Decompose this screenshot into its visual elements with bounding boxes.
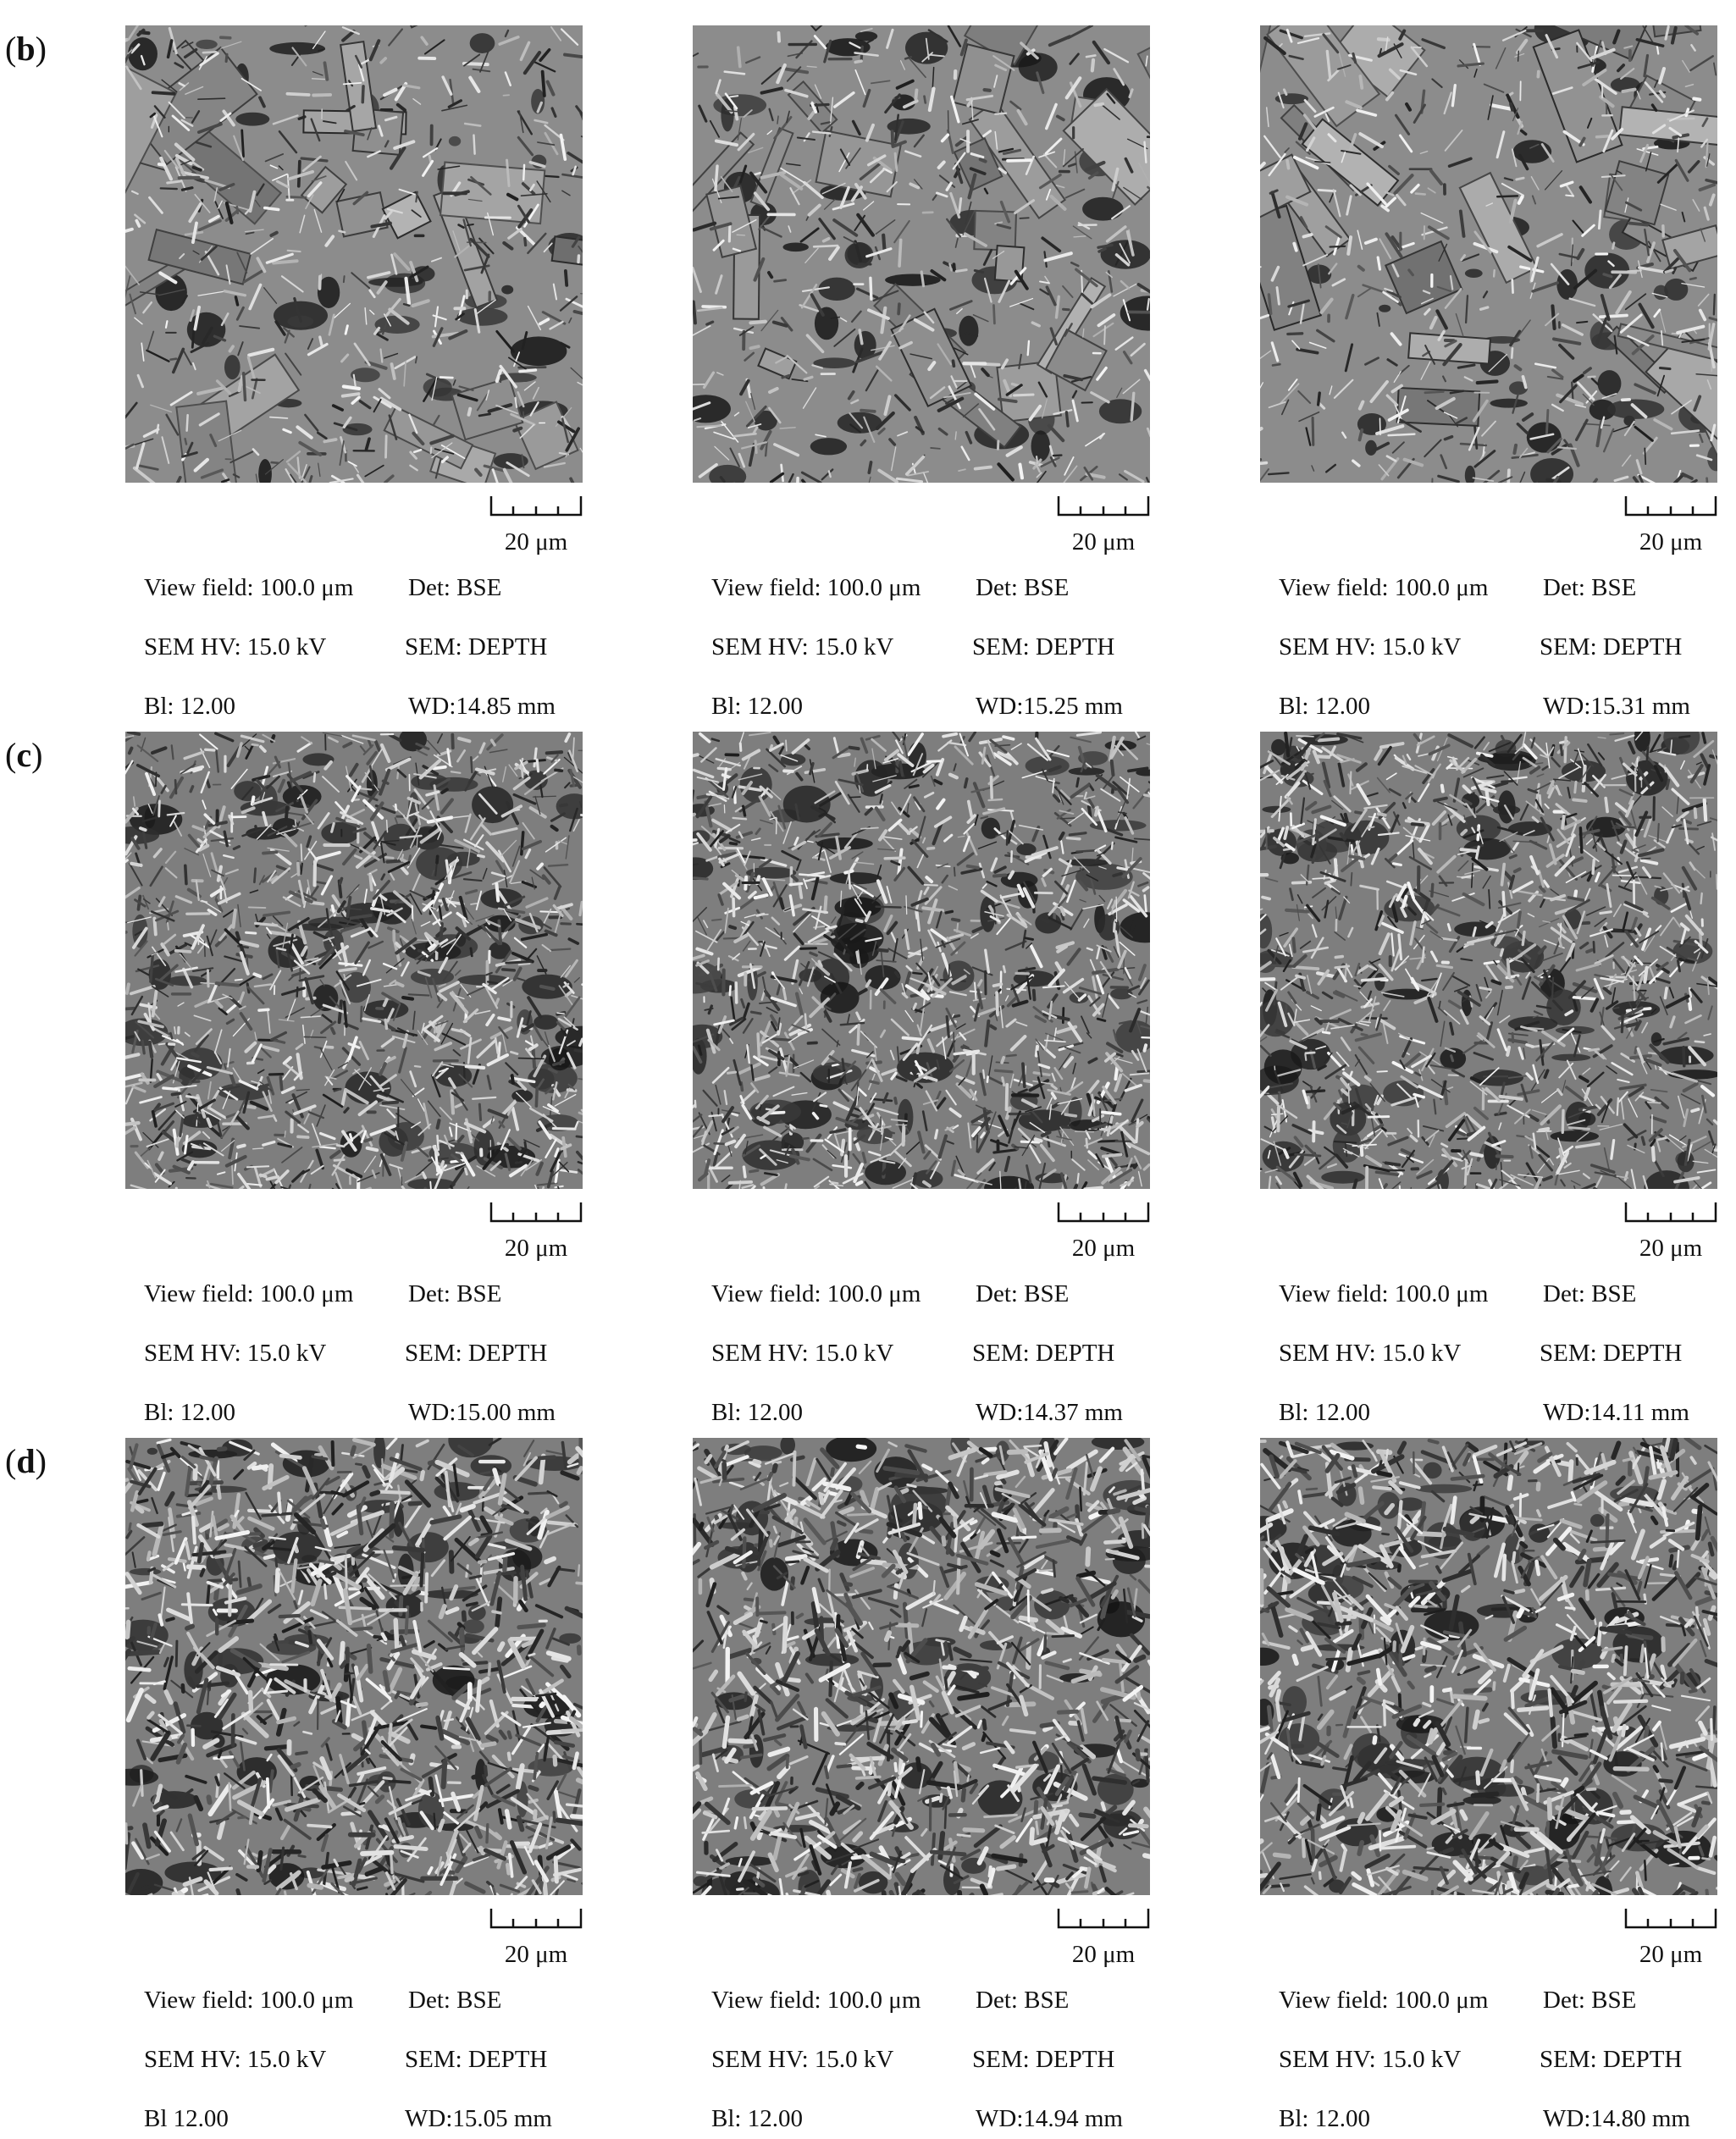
scale-label: 20 μm [1071, 1235, 1136, 1262]
bi-text: Bl: 12.00 [1279, 1399, 1370, 1426]
detector-text: Det: BSE [976, 1987, 1070, 2014]
scale-bar [1057, 493, 1150, 518]
sem-micrograph [693, 732, 1150, 1189]
scale-bar [1624, 1905, 1717, 1931]
view-field-text: View field: 100.0 μm [1279, 1280, 1489, 1307]
scale-label: 20 μm [504, 528, 568, 555]
view-field-text: View field: 100.0 μm [144, 574, 354, 601]
hv-text: SEM HV: 15.0 kV [144, 1340, 327, 1367]
hv-text: SEM HV: 15.0 kV [711, 1340, 894, 1367]
panel-d3 [1260, 1438, 1736, 2132]
row-label-c: (c) [5, 736, 43, 774]
bi-text: Bl: 12.00 [144, 693, 235, 720]
hv-text: SEM HV: 15.0 kV [1279, 1340, 1462, 1367]
panel-b2 [693, 25, 1218, 720]
sem-mode-text: SEM: DEPTH [972, 2046, 1115, 2073]
working-distance-text: WD:14.80 mm [1543, 2105, 1690, 2132]
sem-mode-text: SEM: DEPTH [1540, 633, 1683, 660]
hv-text: SEM HV: 15.0 kV [711, 633, 894, 660]
sem-mode-text: SEM: DEPTH [972, 1340, 1115, 1367]
view-field-text: View field: 100.0 μm [711, 1987, 921, 2014]
sem-micrograph [125, 732, 583, 1189]
scale-label: 20 μm [1639, 1941, 1703, 1968]
working-distance-text: WD:14.85 mm [408, 693, 556, 720]
hv-text: SEM HV: 15.0 kV [144, 633, 327, 660]
detector-text: Det: BSE [976, 574, 1070, 601]
panel-b1 [125, 25, 650, 720]
scale-bar [1057, 1905, 1150, 1931]
row-label-d: (d) [5, 1442, 47, 1480]
working-distance-text: WD:14.37 mm [976, 1399, 1123, 1426]
panel-d1 [125, 1438, 650, 2132]
working-distance-text: WD:14.11 mm [1543, 1399, 1689, 1426]
sem-mode-text: SEM: DEPTH [1540, 2046, 1683, 2073]
view-field-text: View field: 100.0 μm [144, 1987, 354, 2014]
working-distance-text: WD:15.31 mm [1543, 693, 1690, 720]
detector-text: Det: BSE [1543, 1987, 1637, 2014]
scale-label: 20 μm [1071, 1941, 1136, 1968]
scale-bar [489, 1905, 583, 1931]
detector-text: Det: BSE [408, 1280, 502, 1307]
sem-micrograph [1260, 25, 1717, 483]
panel-b3 [1260, 25, 1736, 720]
sem-micrograph [693, 25, 1150, 483]
scale-bar [1624, 1199, 1717, 1224]
hv-text: SEM HV: 15.0 kV [1279, 2046, 1462, 2073]
view-field-text: View field: 100.0 μm [144, 1280, 354, 1307]
working-distance-text: WD:14.94 mm [976, 2105, 1123, 2132]
bi-text: Bl 12.00 [144, 2105, 229, 2132]
bi-text: Bl: 12.00 [1279, 2105, 1370, 2132]
micrograph-texture [125, 25, 583, 483]
working-distance-text: WD:15.25 mm [976, 693, 1123, 720]
sem-micrograph [125, 1438, 583, 1895]
detector-text: Det: BSE [408, 1987, 502, 2014]
bi-text: Bl: 12.00 [711, 1399, 803, 1426]
hv-text: SEM HV: 15.0 kV [144, 2046, 327, 2073]
scale-bar [489, 493, 583, 518]
detector-text: Det: BSE [976, 1280, 1070, 1307]
micrograph-texture [1260, 1438, 1717, 1895]
row-label-b: (b) [5, 30, 47, 68]
sem-mode-text: SEM: DEPTH [405, 1340, 548, 1367]
view-field-text: View field: 100.0 μm [1279, 574, 1489, 601]
micrograph-texture [125, 1438, 583, 1895]
sem-mode-text: SEM: DEPTH [1540, 1340, 1683, 1367]
bi-text: Bl: 12.00 [144, 1399, 235, 1426]
working-distance-text: WD:15.05 mm [405, 2105, 552, 2132]
scale-label: 20 μm [504, 1941, 568, 1968]
micrograph-texture [693, 1438, 1150, 1895]
view-field-text: View field: 100.0 μm [1279, 1987, 1489, 2014]
sem-mode-text: SEM: DEPTH [972, 633, 1115, 660]
detector-text: Det: BSE [408, 574, 502, 601]
bi-text: Bl: 12.00 [1279, 693, 1370, 720]
scale-bar [489, 1199, 583, 1224]
detector-text: Det: BSE [1543, 1280, 1637, 1307]
detector-text: Det: BSE [1543, 574, 1637, 601]
bi-text: Bl: 12.00 [711, 693, 803, 720]
micrograph-texture [1260, 732, 1717, 1189]
sem-micrograph [1260, 1438, 1717, 1895]
view-field-text: View field: 100.0 μm [711, 1280, 921, 1307]
micrograph-texture [1260, 25, 1717, 483]
micrograph-texture [125, 732, 583, 1189]
scale-label: 20 μm [1639, 528, 1703, 555]
panel-c3 [1260, 732, 1736, 1426]
working-distance-text: WD:15.00 mm [408, 1399, 556, 1426]
panel-d2 [693, 1438, 1218, 2132]
bi-text: Bl: 12.00 [711, 2105, 803, 2132]
scale-label: 20 μm [504, 1235, 568, 1262]
sem-mode-text: SEM: DEPTH [405, 2046, 548, 2073]
panel-c1 [125, 732, 650, 1426]
panel-c2 [693, 732, 1218, 1426]
hv-text: SEM HV: 15.0 kV [1279, 633, 1462, 660]
sem-micrograph [693, 1438, 1150, 1895]
scale-label: 20 μm [1071, 528, 1136, 555]
sem-micrograph [1260, 732, 1717, 1189]
sem-micrograph [125, 25, 583, 483]
scale-label: 20 μm [1639, 1235, 1703, 1262]
hv-text: SEM HV: 15.0 kV [711, 2046, 894, 2073]
view-field-text: View field: 100.0 μm [711, 574, 921, 601]
scale-bar [1624, 493, 1717, 518]
micrograph-texture [693, 25, 1150, 483]
micrograph-texture [693, 732, 1150, 1189]
sem-mode-text: SEM: DEPTH [405, 633, 548, 660]
scale-bar [1057, 1199, 1150, 1224]
